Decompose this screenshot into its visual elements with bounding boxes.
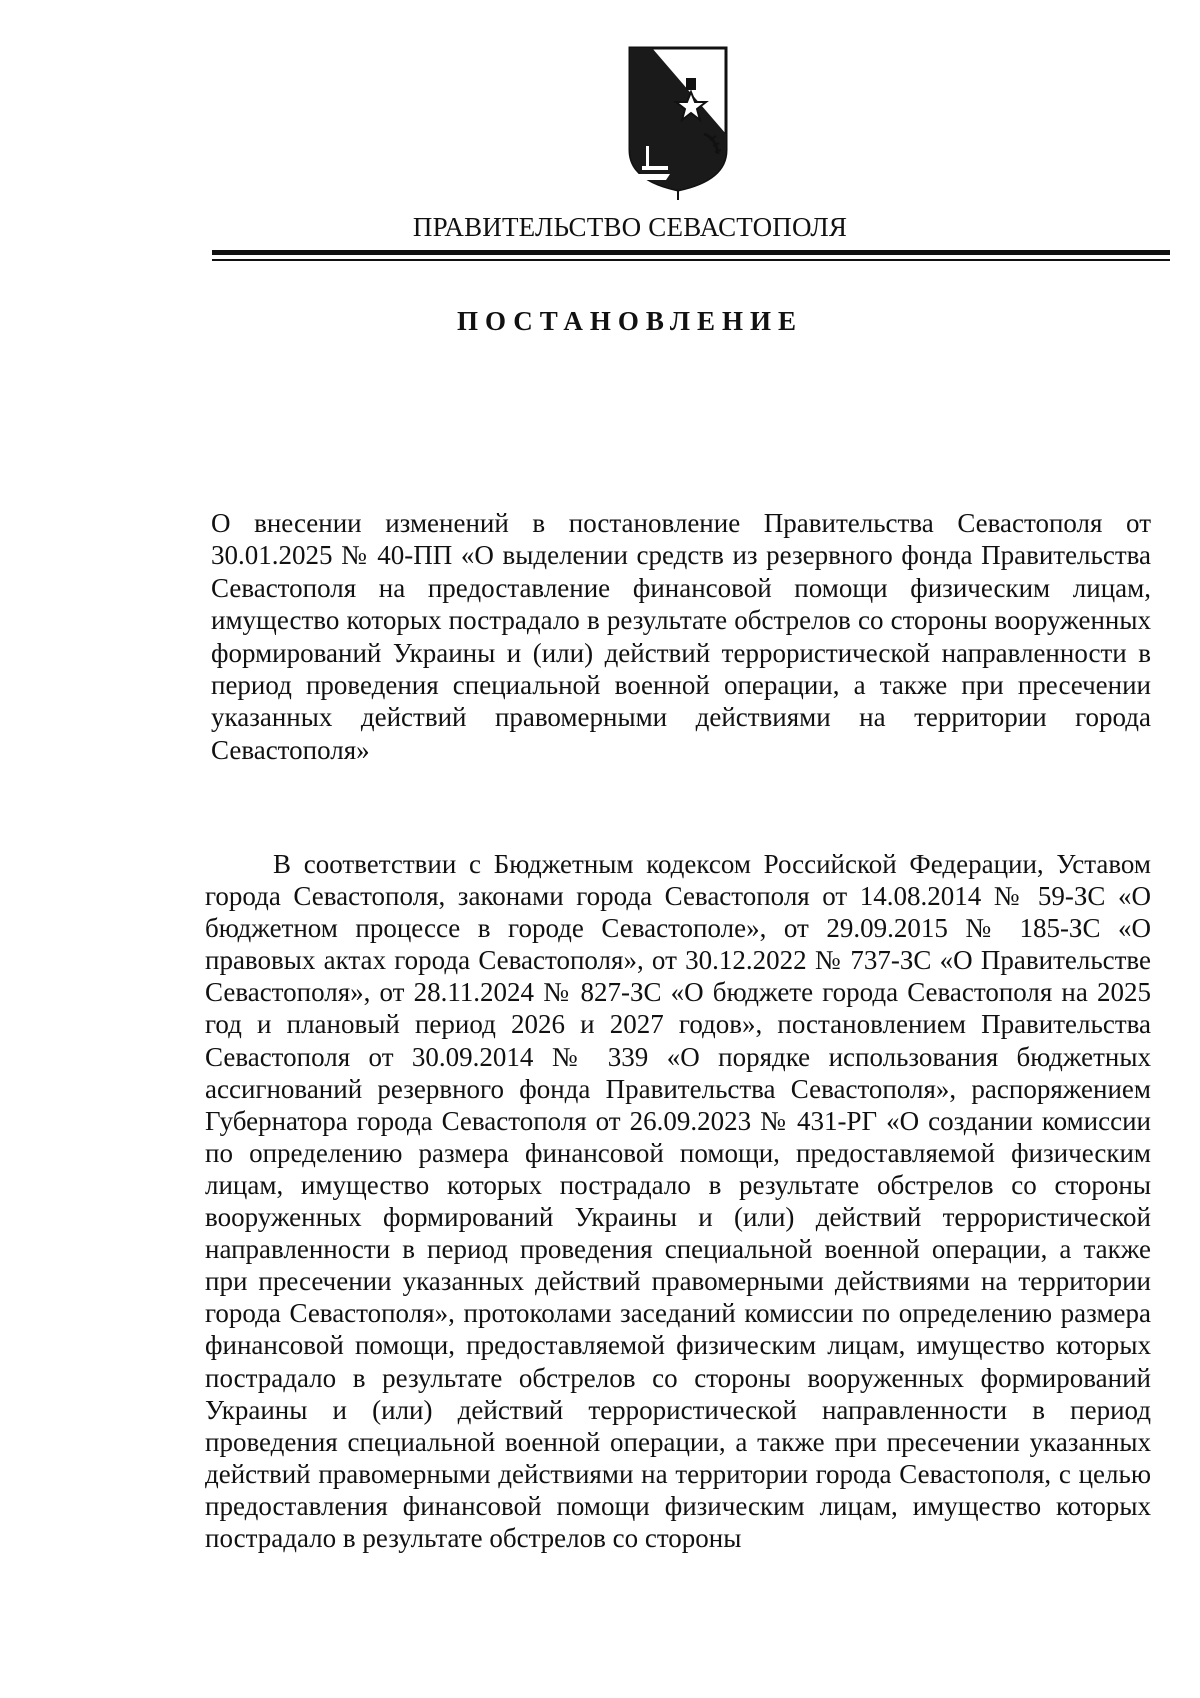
document-type-title: ПОСТАНОВЛЕНИЕ: [456, 306, 804, 336]
sevastopol-coat-of-arms-icon: [624, 42, 732, 202]
body-paragraph: В соответствии с Бюджетным кодексом Российской Федерации, Уставом города Севастополя, законами города Севастополя от 14.08.2014 № 59-ЗС «О бюджетном процессе в городе Севастополе», от 29.09.2015 № 185-ЗС «О правовых актах города Севастополя», от 30.12.2022 № 737-ЗС «О Правительстве Севастополя», от 28.11.2024 № 827-ЗС «О бюджете города Севастополя на 2025 год и плановый период 2026 и 2027 годов», постановлением Правительства Севастополя от 30.09.2014 № 339 «О порядке использования бюджетных ассигнований резервного фонда Правительства Севастополя», распоряжением Губернатора города Севастополя от 26.09.2023 № 431-РГ «О создании комиссии по определению размера финансовой помощи, предоставляемой физическим лицам, имущество которых пострадало в результате обстрелов со стороны вооруженных формирований Украины и (или) действий террористической направленности в период проведения специальной военной операции, а также при пресечении указанных действий правомерными действиями на территории города Севастополя», протоколами заседаний комиссии по определению размера финансовой помощи, предоставляемой физическим лицам, имущество которых пострадало в результате обстрелов со стороны вооруженных формирований Украины и (или) действий террористической направленности в период проведения специальной военной операции, а также при пресечении указанных действий правомерными действиями на территории города Севастополя, с целью предоставления финансовой помощи физическим лицам, имущество которых пострадало в результате обстрелов со стороны: [205, 849, 1151, 1553]
header-divider-thick: [212, 250, 1170, 255]
document-subject: О внесении изменений в постановление Правительства Севастополя от 30.01.2025 № 40-ПП «О выделении средств из резервного фонда Правительства Севастополя на предоставление финансовой помощи физическим лицам, имущество которых пострадало в результате обстрелов со стороны вооруженных формирований Украины и (или) действий террористической направленности в период проведения специальной военной операции, а также при пресечении указанных действий правомерными действиями на территории города Севастополя»: [211, 508, 1151, 765]
organization-name: ПРАВИТЕЛЬСТВО СЕВАСТОПОЛЯ: [412, 212, 848, 242]
header-divider-thin: [212, 259, 1170, 261]
